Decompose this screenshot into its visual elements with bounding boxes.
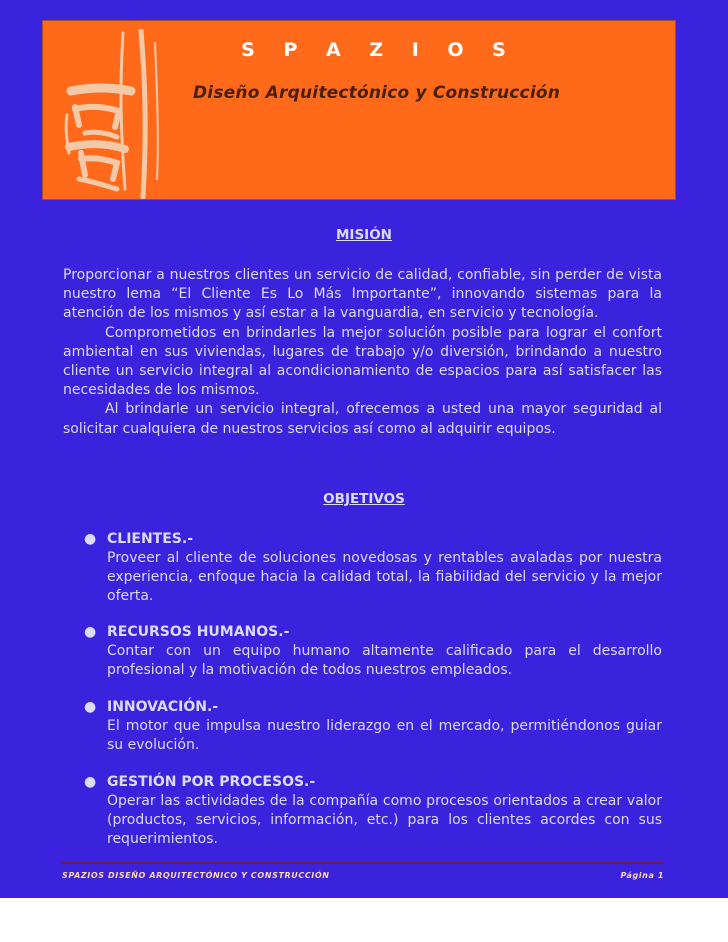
- mission-text: [63, 266, 662, 439]
- footer-divider: [62, 862, 664, 864]
- objective-description: Proveer al cliente de soluciones novedosas y rentables avaladas por nuestra experiencia, enfoque hacia la calidad total, la fiabilidad del servicio y la mejor oferta.: [107, 550, 662, 604]
- objective-title: RECURSOS HUMANOS.-: [107, 624, 290, 640]
- page-number: Página 1: [620, 871, 664, 880]
- mission-paragraph: Al brindarle un servicio integral, ofrecemos a usted una mayor seguridad al solicitar cualquiera de nuestros servicios así como al adquirir equipos.: [63, 401, 662, 437]
- objectives-heading: OBJETIVOS: [323, 491, 405, 507]
- bullet-icon: ●: [84, 699, 97, 715]
- brand-name: S P A Z I O S: [241, 39, 517, 61]
- bullet-icon: ●: [84, 531, 97, 547]
- mission-paragraph: Proporcionar a nuestros clientes un servicio de calidad, confiable, sin perder de vista nuestro lema “El Cliente Es Lo Más Importante”, innovando sistemas para la atención de los mismos y así estar a la vanguardia, en servicio y tecnología.: [63, 267, 662, 322]
- objective-item: [84, 623, 662, 680]
- header-banner: [42, 20, 676, 200]
- objective-description: Contar con un equipo humano altamente calificado para el desarrollo profesional y la motivación de todos nuestros empleados.: [107, 643, 662, 678]
- footer-company: SPAZIOS DISEÑO ARQUITECTÓNICO Y CONSTRUCCIÓN: [62, 871, 330, 880]
- objective-description: El motor que impulsa nuestro liderazgo en el mercado, permitiéndonos guiar su evolución.: [107, 718, 662, 753]
- objective-title: CLIENTES.-: [107, 531, 194, 547]
- bullet-icon: ●: [84, 624, 97, 640]
- objective-item: [84, 773, 662, 849]
- objective-title: GESTIÓN POR PROCESOS.-: [107, 774, 316, 790]
- mission-paragraph: Comprometidos en brindarles la mejor solución posible para lograr el confort ambiental en sus viviendas, lugares de trabajo y/o diversión, brindando a nuestro cliente un servicio integral al acondicionamiento de espacios para así satisfacer las necesidades de los mismos.: [63, 324, 662, 399]
- objective-item: [84, 530, 662, 606]
- objective-item: [84, 698, 662, 755]
- brand-tagline: Diseño Arquitectónico y Construcción: [193, 83, 561, 103]
- objective-description: Operar las actividades de la compañía como procesos orientados a crear valor (productos, servicios, información, etc.) para los clientes acordes con sus requerimientos.: [107, 793, 662, 847]
- objective-title: INNOVACIÓN.-: [107, 699, 219, 715]
- mission-heading: MISIÓN: [336, 227, 392, 243]
- bullet-icon: ●: [84, 774, 97, 790]
